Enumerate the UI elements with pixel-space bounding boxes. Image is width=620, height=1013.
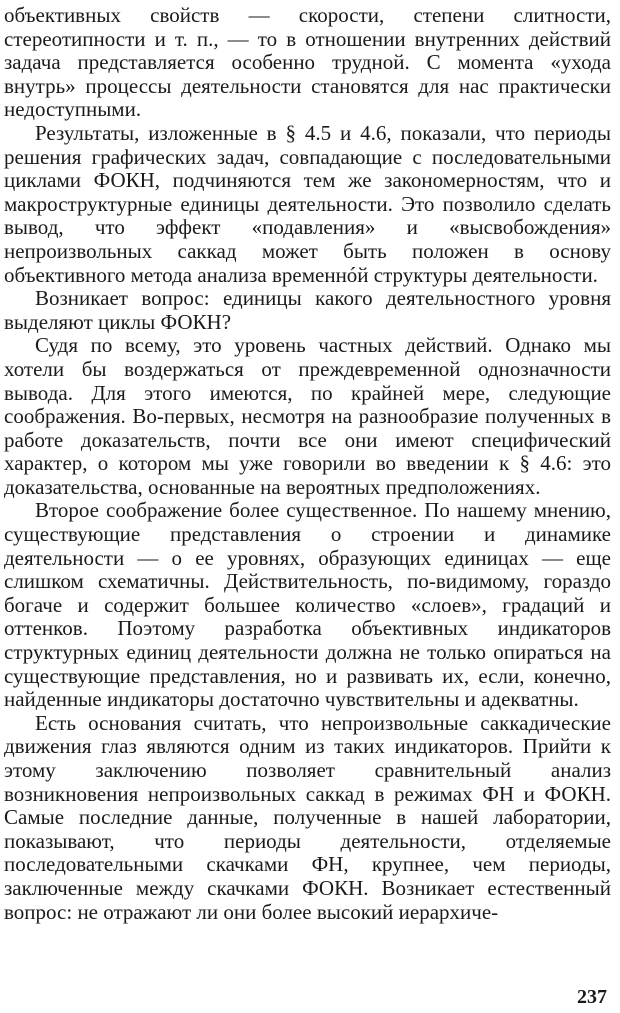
body-text — [4, 4, 611, 924]
paragraph: Возникает вопрос: единицы какого деятельностного уровня выделяют циклы ФОКН? — [4, 286, 611, 334]
page-number: 237 — [577, 986, 607, 1008]
paragraph: Результаты, изложенные в § 4.5 и 4.6, показали, что периоды решения графических задач, совпадающие с последовательными циклами ФОКН, подчиняются тем же закономерностям, что и макроструктурные единицы деятельности. Это позволило сделать вывод, что эффект «подавления» и «высвобождения» непроизвольных саккад может быть положен в основу объективного метода анализа временнóй структуры деятельности. — [4, 120, 611, 287]
paragraph: Второе соображение более существенное. По нашему мнению, существующие представления о строении и динамике деятельности — о ее уровнях, образующих единицах — еще слишком схематичны. Действительность, по-видимому, гораздо богаче и содержит большее количество «слоев», градаций и оттенков. Поэтому разработка объективных индикаторов структурных единиц деятельности должна не только опираться на существующие представления, но и развивать их, если, конечно, найденные индикаторы достаточно чувствительны и адекватны. — [4, 498, 611, 712]
paragraph: Судя по всему, это уровень частных действий. Однако мы хотели бы воздержаться от преждевременной однозначности вывода. Для этого имеются, по крайней мере, следующие соображения. Во-первых, несмотря на разнообразие полученных в работе доказательств, почти все они имеют специфический характер, о котором мы уже говорили во введении к § 4.6: это доказательства, основанные на вероятных предположениях. — [4, 333, 611, 499]
paragraph: Есть основания считать, что непроизвольные саккадические движения глаз являются одним из таких индикаторов. Прийти к этому заключению позволяет сравнительный анализ возникновения непроизвольных саккад в режимах ФН и ФОКН. Самые последние данные, полученные в нашей лаборатории, показывают, что периоды деятельности, отделяемые последовательными скачками ФН, крупнее, чем периоды, заключенные между скачками ФОКН. Возникает естественный вопрос: не отражают ли они более высокий иерархиче- — [4, 710, 611, 924]
paragraph: объективных свойств — скорости, степени слитности, стереотипности и т. п., — то в отношении внутренних действий задача представляется особенно трудной. С момента «ухода внутрь» процессы деятельности становятся для нас практически недоступными. — [4, 3, 611, 122]
